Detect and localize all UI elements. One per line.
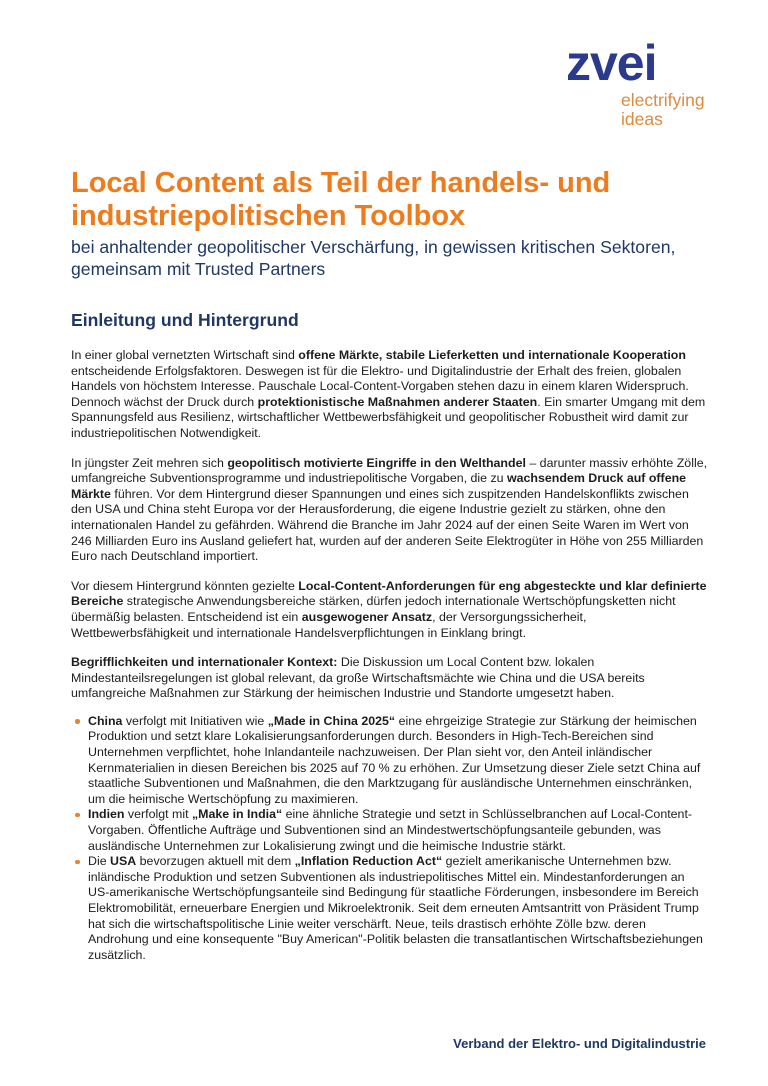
paragraph-international-context: Begrifflichkeiten und internationaler Kontext: Die Diskussion um Local Content bzw. lokalen Mindestanteilsregelungen ist global relevant, da große Wirtschaftsmächte wie China und die USA bereits umfangreiche Maßnahmen zur Stärkung der heimischen Industrie und Standorte umgesetzt haben. [71, 655, 645, 701]
paragraph-local-content-requirements: Vor diesem Hintergrund könnten gezielte Local-Content-Anforderungen für eng abgesteckte und klar definierte Bereiche strategische Anwendungsbereiche stärken, dürfen jedoch internationale Wertschöpfungsketten nicht übermäßig belasten. Entscheidend ist ein ausgewogener Ansatz, der Versorgungssicherheit, Wettbewerbsfähigkeit und internationale Handelsverpflichtungen in Einklang bringt. [71, 578, 707, 640]
bullet-item-china: China verfolgt mit Initiativen wie „Made in China 2025“ eine ehrgeizige Strategie zur Stärkung der heimischen Produktion und setzt klare Lokalisierungsanforderungen durch. Besonders in High-Tech-Bereichen sind Unternehmen verpflichtet, hohe Inlandanteile nachzuweisen. Der Plan sieht vor, den Anteil inländischer Kernmaterialien in diesen Bereichen bis 2025 auf 70 % zu erhöhen. Zur Umsetzung dieser Ziele setzt China auf staatliche Subventionen und Maßnahmen, die den Marktzugang für ausländische Unternehmen einschränken, um die heimische Wertschöpfung zu maximieren. [88, 714, 708, 808]
paragraph-geopolitical-interventions: In jüngster Zeit mehren sich geopolitisch motivierte Eingriffe in den Welthandel – darunter massiv erhöhte Zölle, umfangreiche Subventionsprogramme und industriepolitische Vorgaben, die zu wachsendem Druck auf offene Märkte führen. Vor dem Hintergrund dieser Spannungen und eines sich zuspitzenden Handelskonflikts zwischen den USA und China steht Europa vor der Herausforderung, die eigene Industrie gezielt zu stärken, ohne den internationalen Handel zu gefährden. Während die Branche im Jahr 2024 auf der einen Seite Waren im Wert von 246 Milliarden Euro ins Ausland geliefert hat, wurden auf der anderen Seite Elektrogüter in Höhe von 255 Milliarden Euro nach Deutschland importiert. [71, 455, 708, 564]
page-subtitle: bei anhaltender geopolitischer Verschärfung, in gewissen kritischen Sektoren, gemeinsam mit Trusted Partners [71, 237, 676, 279]
zvei-tagline-line2: ideas [621, 108, 663, 129]
bullet-item-usa: Die USA bevorzugen aktuell mit dem „Inflation Reduction Act“ gezielt amerikanische Unternehmen bzw. inländische Produktion und setzen Subventionen als industriepolitisches Mittel ein. Mindestanforderungen an US-amerikanische Wertschöpfungsanteile sind Bedingung für staatliche Förderungen, insbesondere im Bereich Elektromobilität, erneuerbare Energien und Mikroelektronik. Seit dem erneuten Amtsantritt von Präsident Trump hat sich die wirtschaftspolitische Linie weiter verschärft. Neue, teils drastisch erhöhte Zölle bzw. deren Androhung und eine konsequente "Buy American"-Politik belasten die transatlantischen Wirtschaftsbeziehungen zusätzlich. [88, 854, 708, 963]
country-bullet-list [71, 714, 708, 964]
section-heading-einleitung: Einleitung und Hintergrund [71, 310, 299, 330]
bullet-item-india: Indien verfolgt mit „Make in India“ eine ähnliche Strategie und setzt in Schlüsselbranchen auf Local-Content-Vorgaben. Öffentliche Aufträge und Subventionen sind an Mindestwertschöpfungsanteile gebunden, was ausländische Unternehmen zur Lokalisierung zwingt und die heimische Industrie stärkt. [88, 807, 708, 854]
zvei-tagline [621, 91, 705, 129]
document-content [71, 167, 708, 963]
zvei-logo [566, 35, 705, 129]
paragraph-open-markets: In einer global vernetzten Wirtschaft sind offene Märkte, stabile Lieferketten und internationale Kooperation entscheidende Erfolgsfaktoren. Deswegen ist für die Elektro- und Digitalindustrie der Erhalt des freien, globalen Handels von höchstem Interesse. Pauschale Local-Content-Vorgaben stehen dazu in einem klaren Widerspruch. Dennoch wächst der Druck durch protektionistische Maßnahmen anderer Staaten. Ein smarter Umgang mit dem Spannungsfeld aus Resilienz, wirtschaftlicher Wettbewerbsfähigkeit und geopolitischer Robustheit wird damit zur industriepolitischen Notwendigkeit. [71, 348, 706, 440]
zvei-wordmark: zvei [566, 35, 657, 91]
page-title: Local Content als Teil der handels- und industriepolitischen Toolbox [71, 167, 611, 232]
zvei-tagline-line1: electrifying [621, 90, 705, 110]
footer-association-name: Verband der Elektro- und Digitalindustrie [453, 1036, 706, 1051]
